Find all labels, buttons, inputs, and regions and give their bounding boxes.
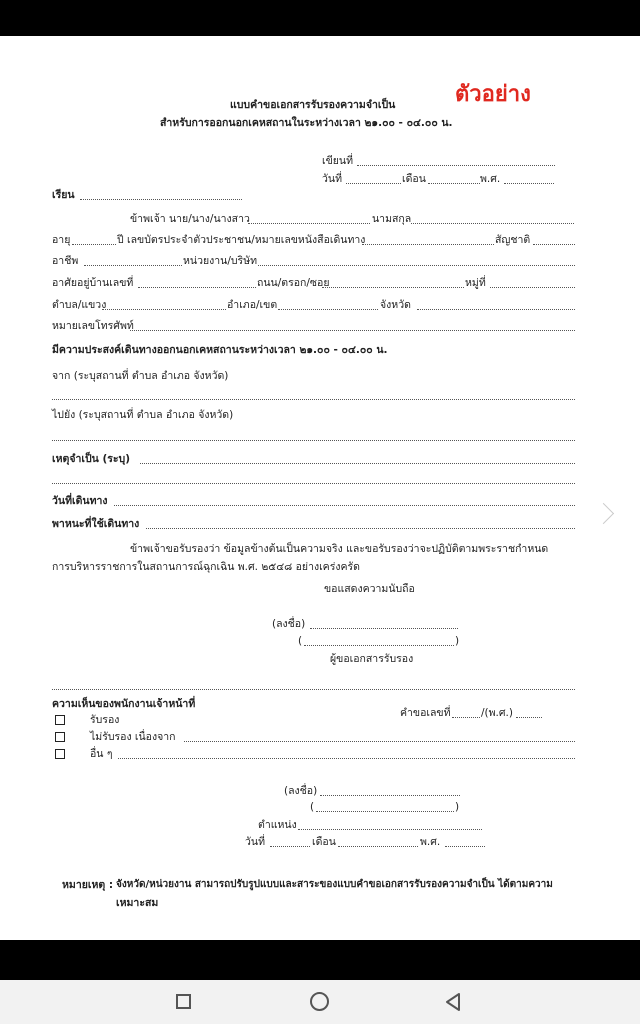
other-checkbox[interactable] [55,749,65,759]
subdistrict-line [102,309,226,310]
reason-line-2 [52,483,575,484]
date-day-line [346,183,401,184]
officer-opinion-heading: ความเห็นของพนักงานเจ้าหน้าที่ [52,698,196,710]
officer-date-year: พ.ศ. [420,836,441,848]
recent-apps-icon[interactable] [176,994,191,1009]
reason-line-1 [140,463,575,464]
agency-label: หน่วยงาน/บริษัท [183,255,258,267]
note-text-line-2: เหมาะสม [116,897,159,909]
occupation-label: อาชีพ [52,255,79,267]
age-line [72,244,116,245]
applicant-sign-label: (ลงชื่อ) [272,618,306,630]
road-line [322,287,464,288]
vehicle-line [146,528,575,529]
applicant-name-line [304,645,454,646]
road-label: ถนน/ตรอก/ซอย [257,277,330,289]
officer-date-month: เดือน [312,836,336,848]
regards-text: ขอแสดงความนับถือ [324,583,415,595]
back-icon[interactable] [444,992,462,1012]
officer-paren-open: ( [310,801,315,813]
written-at-line [357,165,555,166]
reason-label: เหตุจำเป็น (ระบุ) [52,453,131,465]
applicant-paren-close: ) [455,635,460,647]
district-label: อำเภอ/เขต [227,299,278,311]
id-line [362,244,494,245]
home-icon[interactable] [310,992,329,1011]
form-title: แบบคำขอเอกสารรับรองความจำเป็น [230,99,396,111]
officer-date-month-line [338,846,418,847]
applicant-sign-line [310,628,458,629]
id-label: ปี เลขบัตรประจำตัวประชาชน/หมายเลขหนังสือเดินทาง [117,234,366,246]
request-year-line [516,717,542,718]
officer-sign-line [320,795,460,796]
agency-line [258,265,575,266]
reject-checkbox[interactable] [55,732,65,742]
viewer-bottom-bar [0,940,640,980]
travel-date-label: วันที่เดินทาง [52,495,108,507]
sample-watermark: ตัวอย่าง [455,82,531,107]
written-at-label: เขียนที่ [322,155,354,167]
other-reason-line [118,758,575,759]
approve-checkbox[interactable] [55,715,65,725]
surname-line [411,223,574,224]
date-month-label: เดือน [402,173,426,185]
address-line [138,287,256,288]
next-page-chevron-icon[interactable] [593,503,614,524]
province-label: จังหวัด [380,299,411,311]
note-label: หมายเหตุ : [62,879,114,891]
to-place-line [52,440,575,441]
nationality-label: สัญชาติ [495,234,531,246]
name-line [248,223,370,224]
to-label: เรียน [52,189,75,201]
district-line [278,309,378,310]
form-subtitle: สำหรับการออกนอกเคหสถานในระหว่างเวลา ๒๑.๐๐ - ๐๔.๐๐ น. [160,117,453,129]
request-no-line [452,717,480,718]
purpose-heading: มีความประสงค์เดินทางออกนอกเคหสถานระหว่างเวลา ๒๑.๐๐ - ๐๔.๐๐ น. [52,344,388,356]
section-divider [52,689,575,690]
moo-line [490,287,575,288]
subdistrict-label: ตำบล/แขวง [52,299,107,311]
phone-line [130,330,575,331]
nationality-line [533,244,575,245]
officer-date-day-line [270,846,310,847]
to-place-label: ไปยัง (ระบุสถานที่ ตำบล อำเภอ จังหวัด) [52,409,234,421]
age-label: อายุ [52,234,71,246]
android-nav-bar [0,980,640,1024]
position-line [298,829,482,830]
travel-date-line [114,505,575,506]
applicant-paren-open: ( [298,635,303,647]
name-label: ข้าพเจ้า นาย/นาง/นางสาว [130,213,250,225]
from-line [52,399,575,400]
occupation-line [84,265,182,266]
moo-label: หมู่ที่ [465,277,486,289]
note-text-line-1: จังหวัด/หน่วยงาน สามารถปรับรูปแบบและสาระของแบบคำขอเอกสารรับรองความจำเป็น ได้ตามความ [116,879,553,890]
date-month-line [428,183,480,184]
certify-line-1: ข้าพเจ้าขอรับรองว่า ข้อมูลข้างต้นเป็นความจริง และขอรับรองว่าจะปฏิบัติตามพระราชกำหนด [130,543,549,555]
approve-label: รับรอง [90,714,120,726]
province-line [417,309,575,310]
surname-label: นามสกุล [372,213,412,225]
reject-label: ไม่รับรอง เนื่องจาก [90,731,176,743]
status-bar [0,0,640,36]
officer-name-line [316,811,454,812]
certify-line-2: การบริหารราชการในสถานการณ์ฉุกเฉิน พ.ศ. ๒๕๔๘ อย่างเคร่งครัด [52,561,360,573]
vehicle-label: พาหนะที่ใช้เดินทาง [52,518,140,530]
applicant-label: ผู้ขอเอกสารรับรอง [330,653,414,665]
document-page [0,36,640,940]
officer-date-day: วันที่ [245,836,265,848]
request-year-label: /(พ.ศ.) [481,707,513,719]
other-label: อื่น ๆ [90,748,113,760]
from-label: จาก (ระบุสถานที่ ตำบล อำเภอ จังหวัด) [52,370,229,382]
date-year-label: พ.ศ. [480,173,501,185]
officer-sign-label: (ลงชื่อ) [284,785,318,797]
request-no-label: คำขอเลขที่ [400,707,451,719]
phone-label: หมายเลขโทรศัพท์ [52,320,134,332]
date-day-label: วันที่ [322,173,342,185]
date-year-line [504,183,554,184]
officer-paren-close: ) [455,801,460,813]
reject-reason-line [184,741,575,742]
officer-date-year-line [445,846,485,847]
address-label: อาศัยอยู่บ้านเลขที่ [52,277,134,289]
position-label: ตำแหน่ง [258,819,297,831]
to-line [80,199,242,200]
